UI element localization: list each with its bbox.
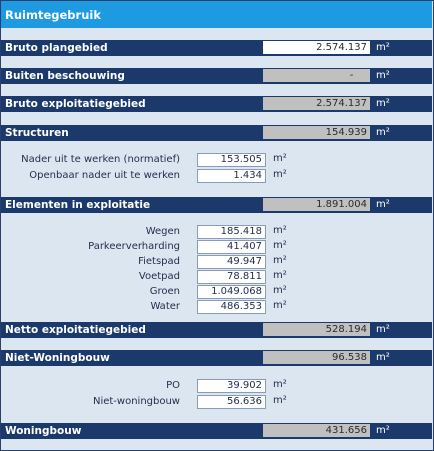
niet-woningbouw-item-value: 39.902 bbox=[197, 379, 266, 393]
structuren-label: Structuren bbox=[5, 127, 69, 139]
elementen-item-value: 78.811 bbox=[197, 270, 266, 284]
elementen-item-value: 185.418 bbox=[197, 225, 266, 239]
structuren-item-value: 153.505 bbox=[197, 153, 266, 167]
unit-label: m² bbox=[376, 70, 390, 81]
elementen-item-value: 49.947 bbox=[197, 255, 266, 269]
niet-woningbouw-row bbox=[1, 350, 432, 366]
panel-title: Ruimtegebruik bbox=[5, 8, 101, 22]
niet-woningbouw-label: Niet-Woningbouw bbox=[5, 352, 110, 364]
panel-header bbox=[1, 1, 432, 28]
bruto-exploitatiegebied-row bbox=[1, 96, 432, 112]
structuren-value: 154.939 bbox=[263, 126, 370, 139]
structuren-item-value: 1.434 bbox=[197, 169, 266, 183]
unit-label: m² bbox=[273, 395, 287, 406]
unit-label: m² bbox=[376, 199, 390, 210]
elementen-item-label: Parkeerverharding bbox=[88, 241, 180, 252]
niet-woningbouw-item-value: 56.636 bbox=[197, 395, 266, 409]
bruto-plangebied-value: 2.574.137 bbox=[263, 41, 370, 54]
elementen-item-row bbox=[1, 255, 432, 270]
unit-label: m² bbox=[273, 153, 287, 164]
elementen-item-value: 486.353 bbox=[197, 300, 266, 314]
buiten-beschouwing-row bbox=[1, 68, 432, 84]
elementen-item-row bbox=[1, 300, 432, 315]
structuren-row bbox=[1, 125, 432, 141]
bruto-exploitatiegebied-label: Bruto exploitatiegebied bbox=[5, 98, 146, 110]
netto-exploitatiegebied-value: 528.194 bbox=[263, 323, 370, 336]
structuren-item-row bbox=[1, 153, 432, 168]
unit-label: m² bbox=[273, 255, 287, 266]
niet-woningbouw-item-row bbox=[1, 395, 432, 410]
elementen-item-label: Water bbox=[150, 301, 180, 312]
elementen-item-label: Fietspad bbox=[138, 256, 180, 267]
elementen-value: 1.891.004 bbox=[263, 198, 370, 211]
unit-label: m² bbox=[273, 240, 287, 251]
elementen-item-row bbox=[1, 240, 432, 255]
elementen-item-row bbox=[1, 285, 432, 300]
woningbouw-value: 431.656 bbox=[263, 424, 370, 437]
bruto-plangebied-row bbox=[1, 40, 432, 56]
unit-label: m² bbox=[376, 127, 390, 138]
buiten-beschouwing-value: - bbox=[263, 69, 370, 82]
unit-label: m² bbox=[376, 324, 390, 335]
elementen-item-label: Wegen bbox=[145, 226, 180, 237]
unit-label: m² bbox=[376, 42, 390, 53]
woningbouw-row bbox=[1, 423, 432, 439]
structuren-item-label: Openbaar nader uit te werken bbox=[29, 170, 180, 181]
elementen-item-label: Groen bbox=[149, 286, 180, 297]
unit-label: m² bbox=[376, 352, 390, 363]
niet-woningbouw-value: 96.538 bbox=[263, 351, 370, 364]
elementen-label: Elementen in exploitatie bbox=[5, 199, 151, 211]
buiten-beschouwing-label: Buiten beschouwing bbox=[5, 70, 125, 82]
unit-label: m² bbox=[376, 98, 390, 109]
niet-woningbouw-item-row bbox=[1, 379, 432, 394]
elementen-item-value: 41.407 bbox=[197, 240, 266, 254]
elementen-row bbox=[1, 197, 432, 213]
structuren-item-row bbox=[1, 169, 432, 184]
unit-label: m² bbox=[273, 379, 287, 390]
structuren-item-label: Nader uit te werken (normatief) bbox=[21, 154, 180, 165]
woningbouw-label: Woningbouw bbox=[5, 425, 82, 437]
unit-label: m² bbox=[273, 225, 287, 236]
unit-label: m² bbox=[376, 425, 390, 436]
unit-label: m² bbox=[273, 169, 287, 180]
unit-label: m² bbox=[273, 285, 287, 296]
bruto-exploitatiegebied-value: 2.574.137 bbox=[263, 97, 370, 110]
elementen-item-row bbox=[1, 225, 432, 240]
netto-exploitatiegebied-label: Netto exploitatiegebied bbox=[5, 324, 146, 336]
elementen-item-value: 1.049.068 bbox=[197, 285, 266, 299]
unit-label: m² bbox=[273, 300, 287, 311]
niet-woningbouw-item-label: PO bbox=[166, 380, 180, 391]
unit-label: m² bbox=[273, 270, 287, 281]
elementen-item-row bbox=[1, 270, 432, 285]
netto-exploitatiegebied-row bbox=[1, 322, 432, 338]
niet-woningbouw-item-label: Niet-woningbouw bbox=[92, 396, 180, 407]
elementen-item-label: Voetpad bbox=[138, 271, 180, 282]
bruto-plangebied-label: Bruto plangebied bbox=[5, 42, 108, 54]
